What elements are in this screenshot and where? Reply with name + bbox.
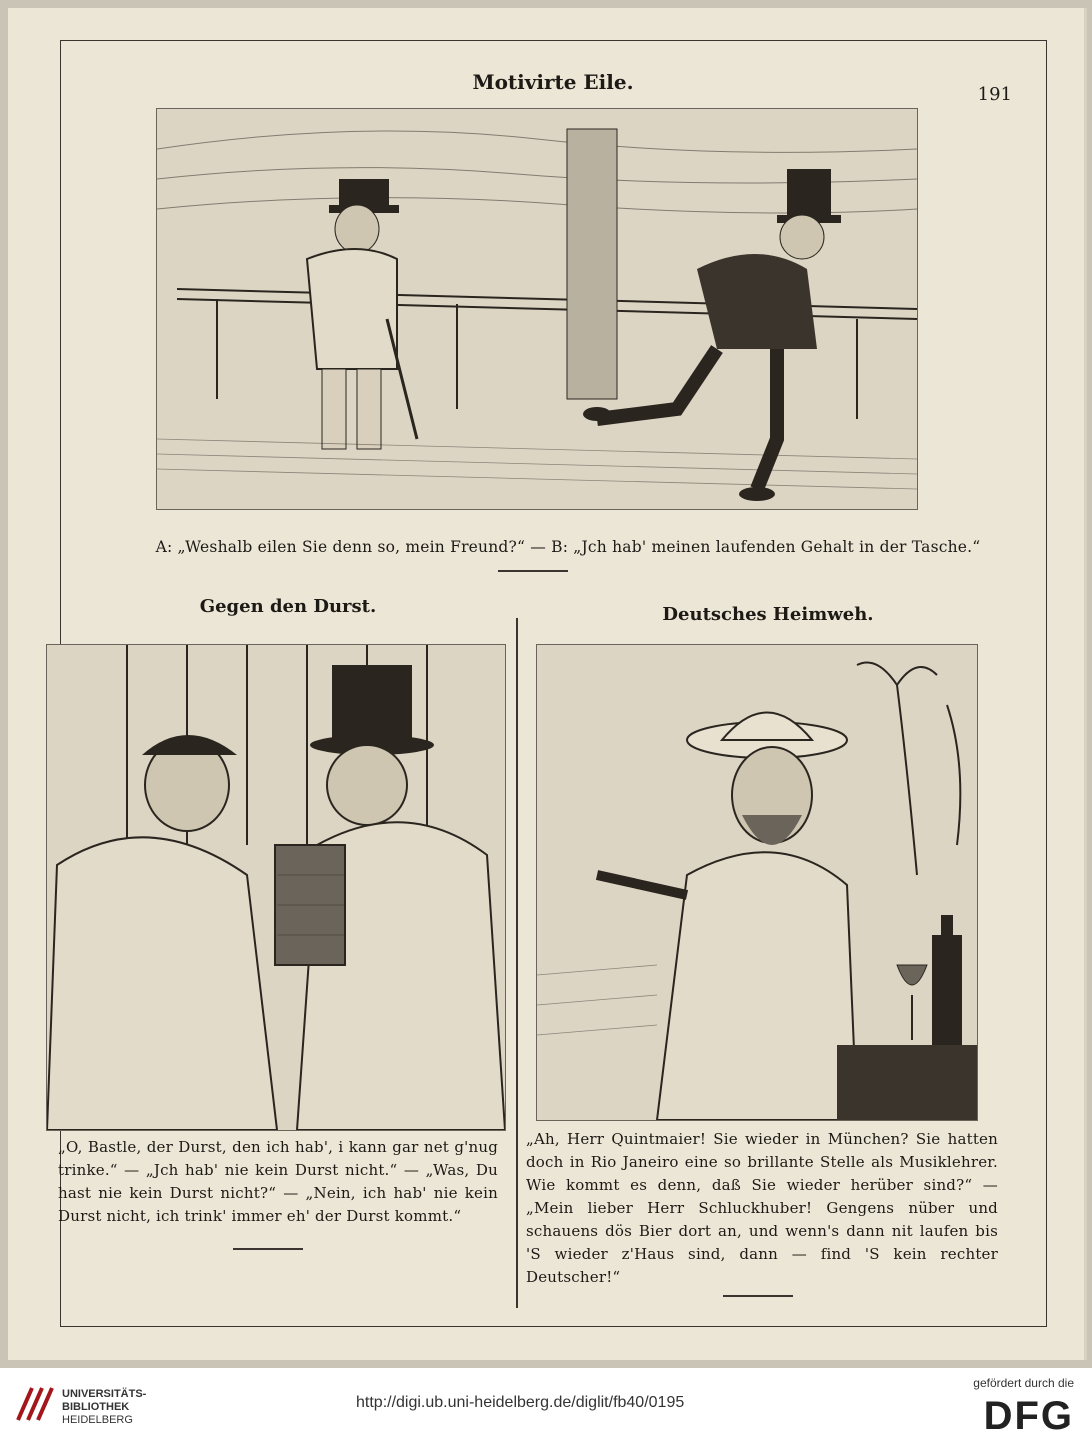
permalink-url[interactable]: http://digi.ub.uni-heidelberg.de/diglit/fb40/0195	[356, 1394, 685, 1411]
top-title: Motivirte Eile.	[472, 70, 634, 94]
library-line-1: UNIVERSITÄTS-	[62, 1388, 147, 1400]
library-line-2: BIBLIOTHEK	[62, 1401, 130, 1413]
left-title: Gegen den Durst.	[199, 596, 377, 617]
illustration-two-drinkers	[46, 644, 506, 1131]
library-line-3: HEIDELBERG	[62, 1414, 133, 1426]
right-title: Deutsches Heimweh.	[662, 604, 874, 625]
illustration-running-man	[156, 108, 918, 510]
page-number: 191	[977, 84, 1012, 105]
viewer-footer	[0, 1368, 1092, 1448]
left-caption: „O, Bastle, der Durst, den ich hab', i kann gar net g'nug trinke.“ — „Jch hab' nie kein Durst nicht.“ — „Was, Du hast nie kein Durst nicht?“ — „Nein, ich hab' nie kein Durst nicht, ich trink' immer eh' der Durst kommt.“	[58, 1138, 498, 1225]
illustration-musician-beer	[536, 644, 978, 1121]
university-library-name	[62, 1388, 146, 1427]
right-caption: „Ah, Herr Quintmaier! Sie wieder in München? Sie hatten doch in Rio Janeiro eine so brillante Stelle als Musiklehrer. Wie kommt es denn, daß Sie wieder herüber sind?“ — „Mein lieber Herr Schluckhuber! Gengens nüber und schauens dös Bier dort an, und wenn's dann nit laufen bis 'S wieder z'Haus sind, dann — find 'S kein rechter Deutscher!“	[526, 1130, 998, 1286]
separator-rule	[498, 570, 568, 572]
left-end-rule	[233, 1248, 303, 1250]
column-divider	[516, 618, 518, 1308]
funded-by-label: gefördert durch die	[973, 1376, 1074, 1390]
top-caption: A: „Weshalb eilen Sie denn so, mein Freund?“ — B: „Jch hab' meinen laufenden Gehalt in der Tasche.“	[155, 538, 981, 556]
right-end-rule	[723, 1295, 793, 1297]
dfg-logo: DFG	[983, 1394, 1074, 1438]
university-library-logo-icon	[14, 1382, 54, 1424]
scanned-page	[8, 8, 1087, 1360]
